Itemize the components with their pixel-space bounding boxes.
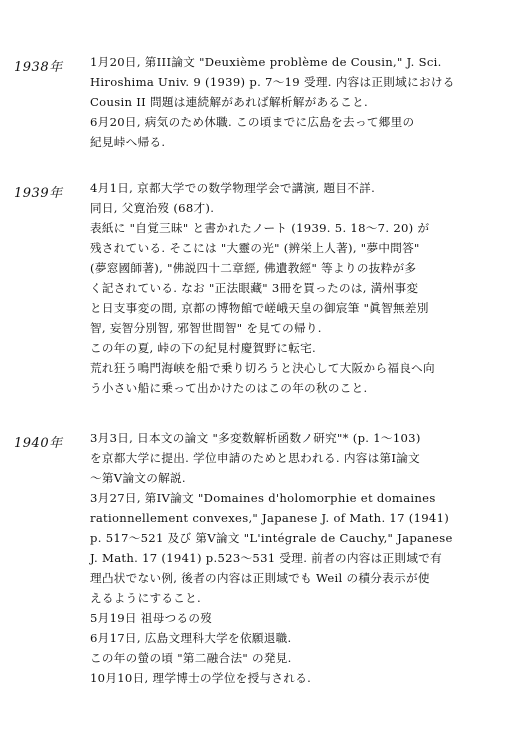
entry-line: く記されている. なお "正法眼藏" 3冊を買ったのは, 満州事変 <box>90 281 419 295</box>
entry-line: Cousin II 問題は連続解があれば解析解があること. <box>90 95 369 109</box>
entry-line: 6月17日, 広島文理科大学を依願退職. <box>90 631 292 645</box>
entry-line: J. Math. 17 (1941) p.523〜531 受理. 前者の内容は正則域で有 <box>90 551 443 565</box>
entry-line: 同日, 父寛治歿 (68才). <box>90 201 215 215</box>
year-label: 1939年 <box>14 186 63 201</box>
entry-line: Hiroshima Univ. 9 (1939) p. 7〜19 受理. 内容は正則域における <box>90 75 455 89</box>
entry-line: 荒れ狂う鳴門海峡を船で乗り切ろうと決心して大阪から福良へ向 <box>90 361 435 375</box>
entry-line: rationnellement convexes," Japanese J. of Math. 17 (1941) <box>90 511 450 525</box>
entry-line: 10月10日, 理学博士の学位を授与される. <box>90 671 312 685</box>
entry-line: (夢窓國師著), "佛説四十二章經, 佛遺教經" 等よりの抜粋が多 <box>90 261 417 275</box>
entry-line: 〜第V論文の解説. <box>90 471 186 485</box>
year-label: 1938年 <box>14 60 63 75</box>
entry-block-1940 <box>90 428 510 688</box>
entry-block-1938 <box>90 52 510 152</box>
entry-line: 4月1日, 京都大学での数学物理学会で講演, 題目不詳. <box>90 181 376 195</box>
entry-line: p. 517〜521 及び 第V論文 "L'intégrale de Cauchy," Japanese <box>90 531 453 545</box>
year-label: 1940年 <box>14 436 63 451</box>
entry-line: 5月19日 祖母つるの歿 <box>90 611 213 625</box>
entry-line: 6月20日, 病気のため休職. この頃までに広島を去って郷里の <box>90 115 415 129</box>
entry-line: 紀見峠へ帰る. <box>90 135 166 149</box>
entry-line: 1月20日, 第III論文 "Deuxième problème de Cousin," J. Sci. <box>90 55 442 69</box>
entry-line: と日支事変の間, 京都の博物館で嵯峨天皇の御宸筆 "眞智無差別 <box>90 301 429 315</box>
entry-line: 3月27日, 第IV論文 "Domaines d'holomorphie et domaines <box>90 491 436 505</box>
entry-line: 表紙に "自覚三昧" と書かれたノート (1939. 5. 18〜7. 20) が <box>90 221 430 235</box>
entry-line: 3月3日, 日本文の論文 "多変数解析函数ノ研究"* (p. 1〜103) <box>90 431 421 445</box>
entry-line: 智, 妄智分別智, 邪智世間智" を見ての帰り. <box>90 321 322 335</box>
entry-line: この年の夏, 峠の下の紀見村慶賀野に転宅. <box>90 341 317 355</box>
entry-line: この年の螢の頃 "第二融合法" の発見. <box>90 651 292 665</box>
entry-line: 残されている. そこには "大靈の光" (辨栄上人著), "夢中問答" <box>90 241 420 255</box>
entry-block-1939 <box>90 178 510 398</box>
entry-line: を京都大学に提出. 学位申請のためと思われる. 内容は第I論文 <box>90 451 421 465</box>
entry-line: う小さい船に乗って出かけたのはこの年の秋のこと. <box>90 381 368 395</box>
entry-line: えるようにすること. <box>90 591 202 605</box>
entry-line: 理凸状でない例, 後者の内容は正則域でも Weil の積分表示が使 <box>90 571 430 585</box>
